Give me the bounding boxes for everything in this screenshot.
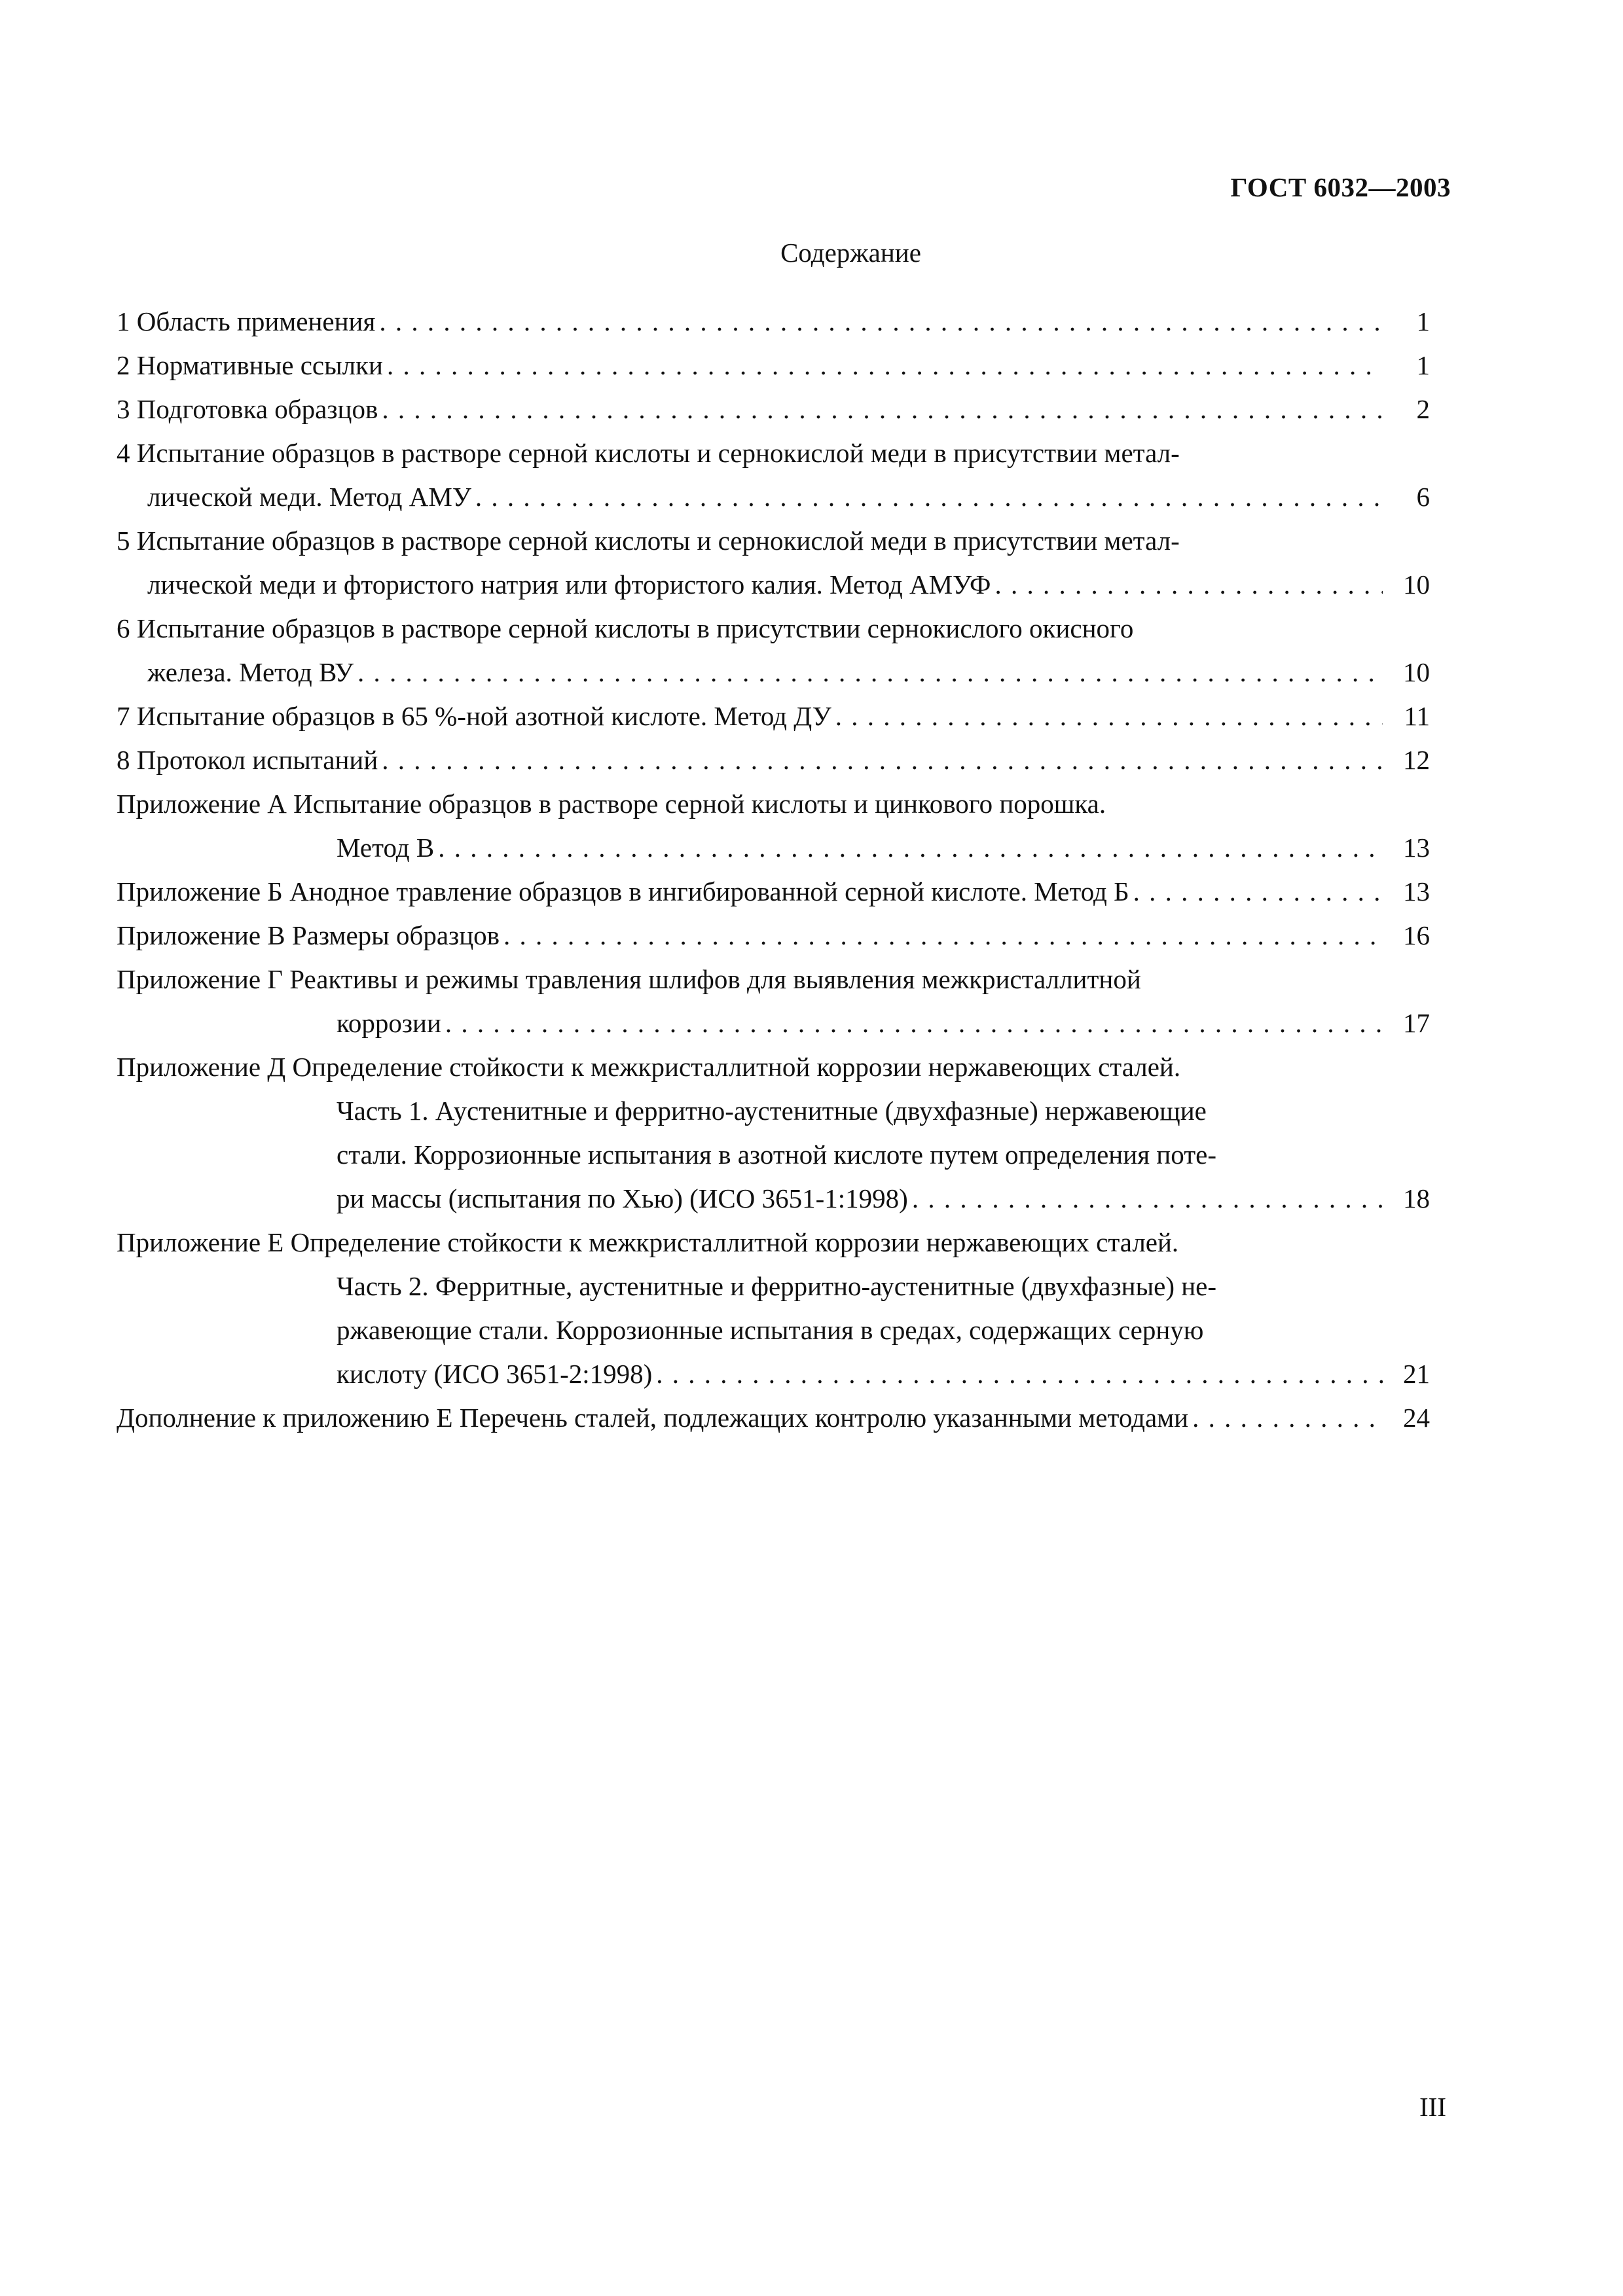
toc-entry[interactable]	[117, 519, 1430, 563]
toc-entry[interactable]	[117, 300, 1430, 344]
toc-entry-page: 1	[1416, 306, 1430, 336]
toc-leader-dots	[1133, 870, 1383, 914]
toc-entry-supplement[interactable]	[117, 1396, 1430, 1440]
toc-entry-page: 21	[1403, 1359, 1430, 1389]
toc-entry-page: 24	[1403, 1403, 1430, 1433]
toc-entry-title: Приложение Д Определение стойкости к межкристаллитной коррозии нержавеющих сталей.	[117, 1052, 1181, 1082]
toc-entry-continuation[interactable]	[147, 475, 1430, 519]
toc-entry-page: 11	[1404, 701, 1430, 731]
toc-entry-title: Приложение Г Реактивы и режимы травления шлифов для выявления межкристаллитной	[117, 964, 1141, 994]
toc-leader-dots	[1192, 1396, 1383, 1440]
toc-entry-continuation[interactable]	[337, 1001, 1430, 1045]
toc-entry-continuation	[337, 1265, 1623, 1308]
toc-entry-title: Приложение Б Анодное травление образцов в ингибированной серной кислоте. Метод Б	[117, 876, 1129, 906]
toc-entry[interactable]	[117, 738, 1430, 782]
toc-entry-appendix[interactable]	[117, 870, 1430, 914]
toc-leader-dots	[475, 475, 1383, 519]
toc-entry-title: 5 Испытание образцов в растворе серной кислоты и сернокислой меди в присутствии метал-	[117, 526, 1180, 556]
toc-entry-title: железа. Метод ВУ	[147, 657, 354, 687]
page-number: III	[1419, 2092, 1446, 2122]
toc-entry-continuation[interactable]	[337, 826, 1430, 870]
toc-entry[interactable]	[117, 344, 1430, 387]
toc-entry-appendix[interactable]	[117, 1045, 1430, 1089]
toc-entry-title: коррозии	[337, 1008, 441, 1038]
toc-entry-title: 7 Испытание образцов в 65 %-ной азотной кислоте. Метод ДУ	[117, 701, 831, 731]
toc-entry-title: Часть 2. Ферритные, аустенитные и ферритно-аустенитные (двухфазные) не-	[337, 1271, 1217, 1301]
toc-entry-title: 1 Область применения	[117, 306, 376, 336]
toc-entry-page: 1	[1416, 350, 1430, 380]
toc-leader-dots	[912, 1177, 1383, 1221]
toc-entry-page: 13	[1403, 833, 1430, 863]
toc-entry-title: 4 Испытание образцов в растворе серной кислоты и сернокислой меди в присутствии метал-	[117, 438, 1180, 468]
toc-entry-title: Приложение А Испытание образцов в растворе серной кислоты и цинкового порошка.	[117, 789, 1106, 819]
toc-entry-page: 10	[1403, 569, 1430, 600]
toc-leader-dots	[835, 694, 1383, 738]
toc-entry-appendix[interactable]	[117, 1221, 1430, 1265]
toc-entry-title: 6 Испытание образцов в растворе серной кислоты в присутствии сернокислого окисного	[117, 613, 1134, 643]
toc-entry-continuation[interactable]	[147, 563, 1430, 607]
toc-entry-title: лической меди и фтористого натрия или фтористого калия. Метод АМУФ	[147, 569, 991, 600]
toc-entry-title: Часть 1. Аустенитные и ферритно-аустенитные (двухфазные) нержавеющие	[337, 1096, 1207, 1126]
toc-entry-continuation[interactable]	[337, 1352, 1430, 1396]
toc-entry-continuation	[337, 1308, 1623, 1352]
toc-leader-dots	[445, 1001, 1383, 1045]
toc-entry-page: 17	[1403, 1008, 1430, 1038]
toc-leader-dots	[382, 387, 1383, 431]
toc-entry[interactable]	[117, 607, 1430, 651]
toc-leader-dots	[503, 914, 1383, 958]
toc-entry-title: ржавеющие стали. Коррозионные испытания в средах, содержащих серную	[337, 1315, 1204, 1345]
toc-entry[interactable]	[117, 694, 1430, 738]
toc-entry-title: Дополнение к приложению Е Перечень сталей, подлежащих контролю указанными методами	[117, 1403, 1189, 1433]
toc-entry[interactable]	[117, 387, 1430, 431]
toc-entry-page: 18	[1403, 1183, 1430, 1213]
toc-entry-page: 13	[1403, 876, 1430, 906]
toc-entry-page: 12	[1403, 745, 1430, 775]
toc-entry-continuation[interactable]	[147, 651, 1430, 694]
toc-entry-continuation[interactable]	[337, 1177, 1430, 1221]
toc-entry-appendix[interactable]	[117, 914, 1430, 958]
toc-entry-title: 8 Протокол испытаний	[117, 745, 378, 775]
toc-entry-title: 2 Нормативные ссылки	[117, 350, 383, 380]
toc-leader-dots	[357, 651, 1383, 694]
toc-entry-title: 3 Подготовка образцов	[117, 394, 378, 424]
toc-entry-page: 10	[1403, 657, 1430, 687]
toc-leader-dots	[387, 344, 1383, 387]
toc-leader-dots	[438, 826, 1383, 870]
toc-entry-appendix[interactable]	[117, 958, 1430, 1001]
toc-title: Содержание	[780, 238, 921, 268]
toc-entry-continuation	[337, 1133, 1623, 1177]
toc-entry-title: ри массы (испытания по Хью) (ИСО 3651-1:1998)	[337, 1183, 908, 1213]
toc-leader-dots	[656, 1352, 1383, 1396]
toc-entry-title: стали. Коррозионные испытания в азотной кислоте путем определения поте-	[337, 1139, 1216, 1170]
toc-leader-dots	[382, 738, 1383, 782]
toc-entry-continuation	[337, 1089, 1623, 1133]
toc-leader-dots	[994, 563, 1383, 607]
toc-entry-page: 2	[1416, 394, 1430, 424]
toc-entry-appendix[interactable]	[117, 782, 1430, 826]
toc-entry-title: лической меди. Метод АМУ	[147, 482, 471, 512]
toc-entry-title: Приложение В Размеры образцов	[117, 920, 500, 950]
toc-entry-title: Метод В	[337, 833, 435, 863]
toc-entry-page: 6	[1416, 482, 1430, 512]
toc-entry-title: Приложение Е Определение стойкости к межкристаллитной коррозии нержавеющих сталей.	[117, 1227, 1179, 1257]
toc-leader-dots	[379, 300, 1383, 344]
toc-entry-title: кислоту (ИСО 3651-2:1998)	[337, 1359, 653, 1389]
document-code: ГОСТ 6032—2003	[1230, 172, 1451, 202]
toc-entry[interactable]	[117, 431, 1430, 475]
toc-entry-page: 16	[1403, 920, 1430, 950]
